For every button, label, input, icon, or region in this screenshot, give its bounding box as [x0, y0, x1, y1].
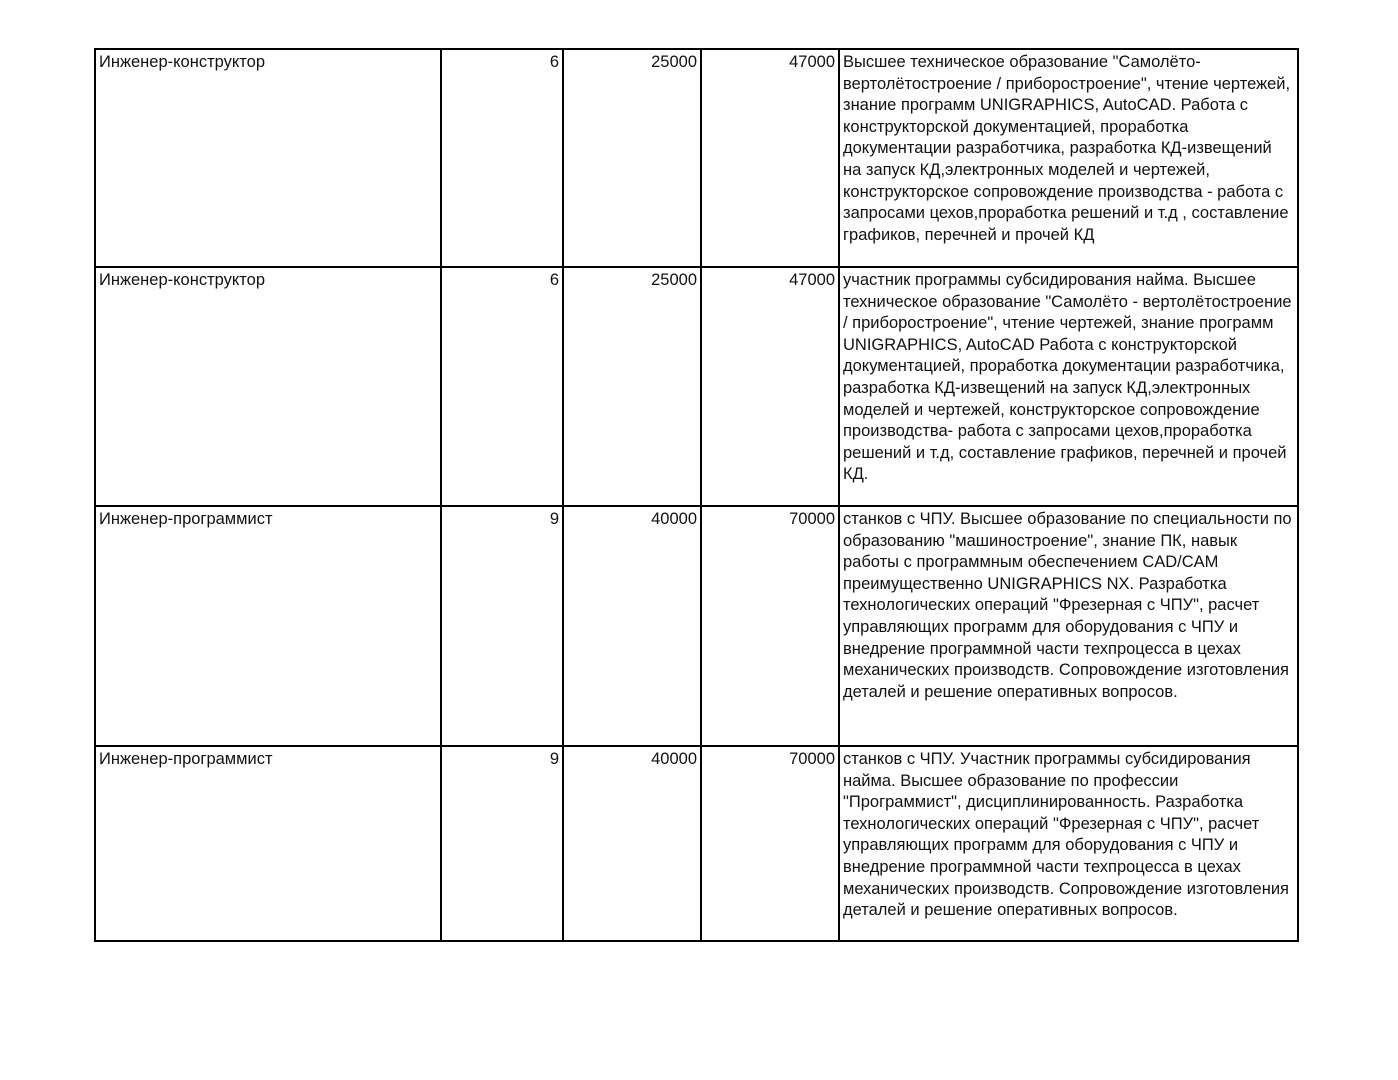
- table-row: [95, 267, 1298, 506]
- salary-min-cell: 40000: [563, 506, 701, 746]
- salary-max-cell: 70000: [701, 746, 839, 941]
- job-title-cell: Инженер-программист: [95, 746, 441, 941]
- salary-max-cell: 47000: [701, 267, 839, 506]
- salary-max-cell: 47000: [701, 49, 839, 267]
- job-class-cell: 9: [441, 746, 563, 941]
- job-class-cell: 6: [441, 49, 563, 267]
- job-title-cell: Инженер-конструктор: [95, 49, 441, 267]
- salary-min-cell: 40000: [563, 746, 701, 941]
- requirements-cell: станков с ЧПУ. Участник программы субсидирования найма. Высшее образование по профессии "Программист", дисциплинированность. Разработка технологических операций "Фрезерная с ЧПУ", расчет управляющих программ для оборудования с ЧПУ и внедрение программной части техпроцесса в цехах механических производств. Сопровождение изготовления деталей и решение оперативных вопросов.: [839, 746, 1298, 941]
- vacancy-table: [94, 48, 1299, 942]
- job-title-cell: Инженер-программист: [95, 506, 441, 746]
- salary-min-cell: 25000: [563, 267, 701, 506]
- salary-min-cell: 25000: [563, 49, 701, 267]
- job-class-cell: 9: [441, 506, 563, 746]
- requirements-cell: станков с ЧПУ. Высшее образование по специальности по образованию "машиностроение", знание ПК, навык работы с программным обеспечением CAD/CAM преимущественно UNIGRAPHICS NX. Разработка технологических операций "Фрезерная с ЧПУ", расчет управляющих программ для оборудования с ЧПУ и внедрение программной части техпроцесса в цехах механических производств. Сопровождение изготовления деталей и решение оперативных вопросов.: [839, 506, 1298, 746]
- requirements-cell: Высшее техническое образование "Самолёто-вертолётостроение / приборостроение", чтение чертежей, знание программ UNIGRAPHICS, AutoCAD. Работа с конструкторской документацией, проработка документации разработчика, разработка КД-извещений на запуск КД,электронных моделей и чертежей, конструкторское сопровождение производства - работа с запросами цехов,проработка решений и т.д , составление графиков, перечней и прочей КД: [839, 49, 1298, 267]
- requirements-cell: участник программы субсидирования найма. Высшее техническое образование "Самолёто - вертолётостроение / приборостроение", чтение чертежей, знание программ UNIGRAPHICS, AutoCAD Работа с конструкторской документацией, проработка документации разработчика, разработка КД-извещений на запуск КД,электронных моделей и чертежей, конструкторское сопровождение производства- работа с запросами цехов,проработка решений и т.д, составление графиков, перечней и прочей КД.: [839, 267, 1298, 506]
- salary-max-cell: 70000: [701, 506, 839, 746]
- table-row: [95, 49, 1298, 267]
- job-title-cell: Инженер-конструктор: [95, 267, 441, 506]
- job-class-cell: 6: [441, 267, 563, 506]
- table-row: [95, 506, 1298, 746]
- table-row: [95, 746, 1298, 941]
